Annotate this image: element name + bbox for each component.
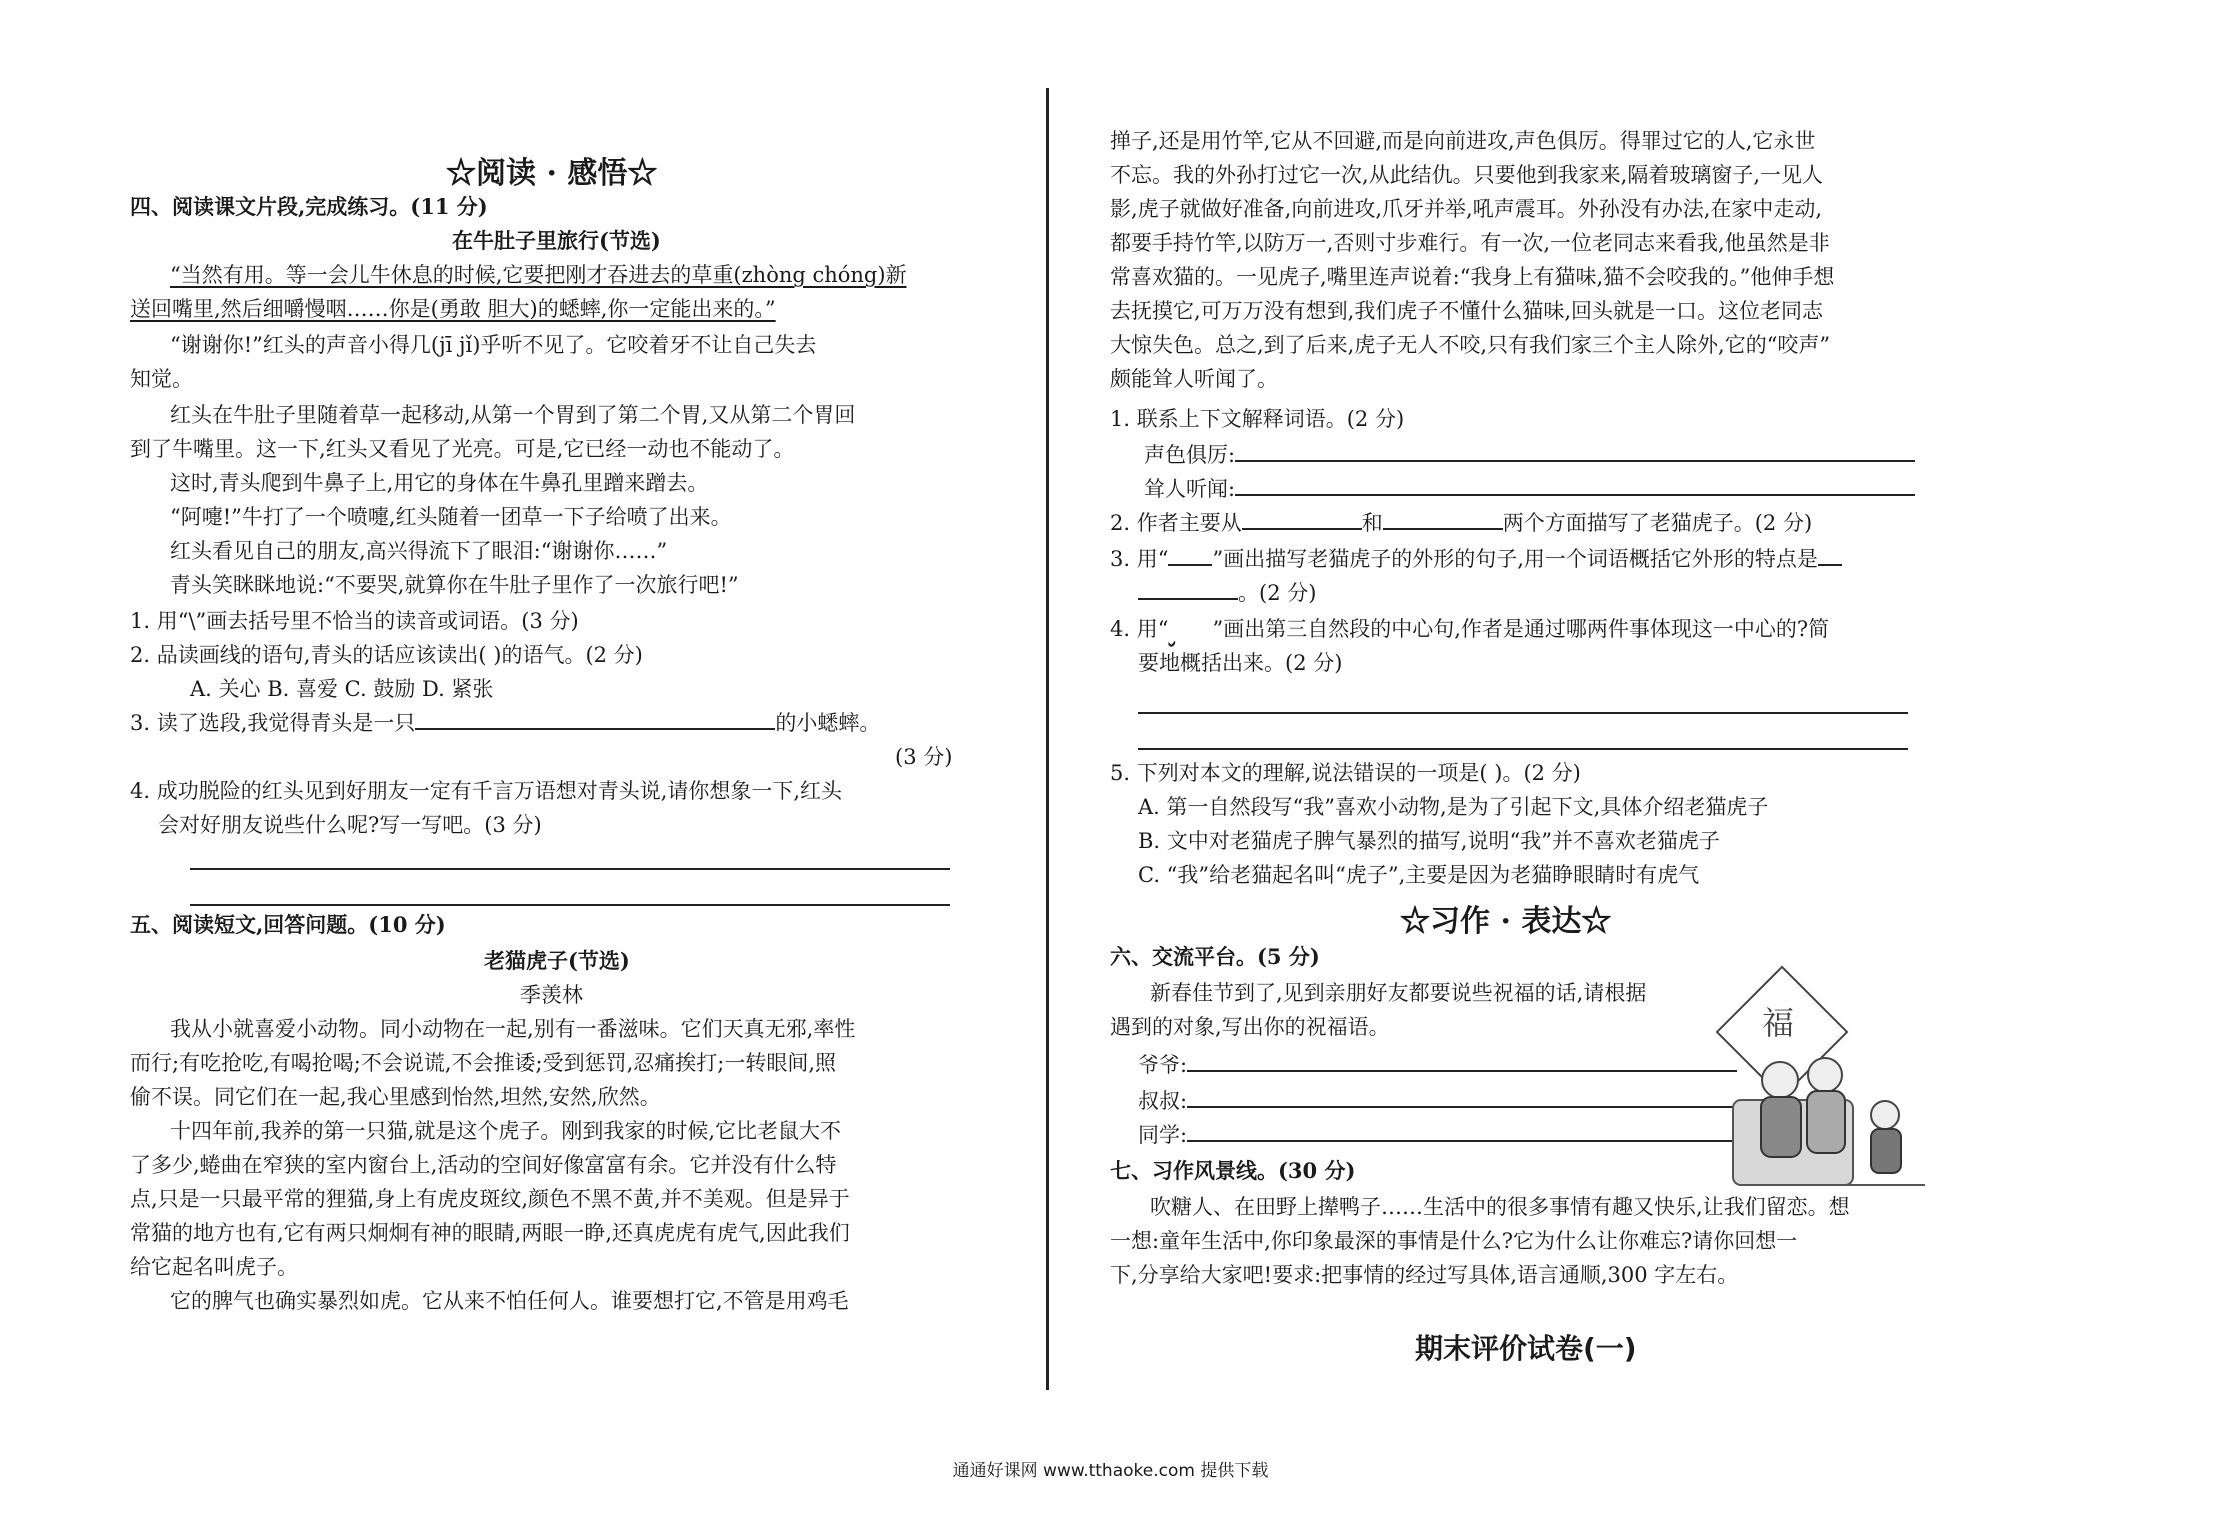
q4-line-10: 青头笑眯眯地说:“不要哭,就算你在牛肚子里作了一次旅行吧!”: [170, 573, 739, 597]
passage-cont-line-5: 常喜欢猫的。一见虎子,嘴里连声说着:“我身上有猫味,猫不会咬我的。”他伸手想: [1110, 265, 1835, 289]
q5-item-5-option-b: B. 文中对老猫虎子脾气暴烈的描写,说明“我”并不喜欢老猫虎子: [1138, 829, 1720, 853]
q4-answer-line-1[interactable]: [190, 868, 950, 870]
q7-line-2: 一想:童年生活中,你印象最深的事情是什么?它为什么让你难忘?请你回想一: [1110, 1229, 1798, 1253]
q4-item-3: 3. 读了选段,我觉得青头是一只 的小蟋蟀。: [130, 708, 880, 738]
q5-item-2-blank-1[interactable]: [1242, 508, 1362, 530]
q5-item-4-line-2[interactable]: [1138, 748, 1908, 750]
q5-item-3-blank-2[interactable]: [1138, 578, 1238, 600]
q5-line-7: 常猫的地方也有,它有两只炯炯有神的眼睛,两眼一睁,还真虎虎有虎气,因此我们: [130, 1221, 850, 1245]
footer-credit: 通通好课网 www.tthaoke.com 提供下载: [952, 1461, 1269, 1481]
q4-line-4: 知觉。: [130, 367, 193, 391]
passage-title-q4: 在牛肚子里旅行(节选): [452, 228, 661, 253]
q6-grandpa: 爷爷:: [1138, 1050, 1737, 1080]
question-7-heading: 七、习作风景线。(30 分): [1110, 1158, 1356, 1183]
passage-cont-line-1: 掸子,还是用竹竿,它从不回避,而是向前进攻,声色俱厉。得罪过它的人,它永世: [1110, 129, 1816, 153]
q4-item-1: 1. 用“\”画去括号里不恰当的读音或词语。(3 分): [130, 609, 579, 633]
q4-item-2-options: A. 关心 B. 喜爱 C. 鼓励 D. 紧张: [190, 677, 494, 701]
passage-cont-line-6: 去抚摸它,可万万没有想到,我们虎子不懂什么猫味,回头就是一口。这位老同志: [1110, 299, 1824, 323]
q4-line-9: 红头看见自己的朋友,高兴得流下了眼泪:“谢谢你……”: [170, 539, 668, 563]
section-title-writing: ☆习作 · 表达☆: [1400, 904, 1612, 939]
q5-item-4-mark: [1168, 614, 1212, 644]
question-4-heading: 四、阅读课文片段,完成练习。(11 分): [130, 194, 488, 219]
q4-line-6: 到了牛嘴里。这一下,红头又看见了光亮。可是,它已经一动也不能动了。: [130, 437, 795, 461]
q6-classmate: 同学:: [1138, 1120, 1737, 1150]
q6-grandpa-blank[interactable]: [1187, 1050, 1737, 1072]
q7-line-3: 下,分享给大家吧!要求:把事情的经过写具体,语言通顺,300 字左右。: [1110, 1263, 1739, 1287]
question-5-heading: 五、阅读短文,回答问题。(10 分): [130, 912, 446, 937]
passage-title-q5: 老猫虎子(节选): [484, 948, 630, 973]
q6-line-2: 遇到的对象,写出你的祝福语。: [1110, 1015, 1390, 1039]
q5-item-3: 3. 用“ ”画出描写老猫虎子的外形的句子,用一个词语概括它外形的特点是: [1110, 544, 1842, 574]
q4-line-3: “谢谢你!”红头的声音小得几(jī jǐ)乎听不见了。它咬着牙不让自己失去: [170, 333, 817, 357]
passage-cont-line-7: 大惊失色。总之,到了后来,虎子无人不咬,只有我们家三个主人除外,它的“咬声”: [1110, 333, 1831, 357]
q4-line-5: 红头在牛肚子里随着草一起移动,从第一个胃到了第二个胃,又从第二个胃回: [170, 403, 856, 427]
q5-item-2-blank-2[interactable]: [1383, 508, 1503, 530]
q5-item-4: 4. 用“ ”画出第三自然段的中心句,作者是通过哪两件事体现这一中心的?简: [1110, 614, 1829, 644]
q5-item-1b: 耸人听闻:: [1144, 474, 1915, 504]
q5-item-1a: 声色俱厉:: [1144, 440, 1915, 470]
passage-cont-line-3: 影,虎子就做好准备,向前进攻,爪牙并举,吼声震耳。外孙没有办法,在家中走动,: [1110, 197, 1823, 221]
q5-item-3-cont: 。(2 分): [1138, 578, 1316, 608]
q5-line-5: 了多少,蜷曲在窄狭的室内窗台上,活动的空间好像富富有余。它并没有什么特: [130, 1153, 837, 1177]
q5-item-2: 2. 作者主要从 和 两个方面描写了老猫虎子。(2 分): [1110, 508, 1812, 538]
passage-cont-line-8: 颇能耸人听闻了。: [1110, 367, 1278, 391]
q4-item-3-score: (3 分): [895, 745, 953, 769]
q6-uncle: 叔叔:: [1138, 1086, 1737, 1116]
q5-item-1: 1. 联系上下文解释词语。(2 分): [1110, 407, 1405, 431]
q4-item-4: 4. 成功脱险的红头见到好朋友一定有千言万语想对青头说,请你想象一下,红头: [130, 779, 843, 803]
q6-uncle-blank[interactable]: [1187, 1086, 1737, 1108]
q4-line-2: 送回嘴里,然后细嚼慢咽……你是(勇敢 胆大)的蟋蟀,你一定能出来的。”: [130, 297, 776, 321]
q5-line-4: 十四年前,我养的第一只猫,就是这个虎子。刚到我家的时候,它比老鼠大不: [170, 1119, 842, 1143]
q5-line-6: 点,只是一只最平常的狸猫,身上有虎皮斑纹,颜色不黑不黄,并不美观。但是异于: [130, 1187, 850, 1211]
q5-item-3-mark: [1168, 544, 1212, 566]
q5-line-1: 我从小就喜爱小动物。同小动物在一起,别有一番滋味。它们天真无邪,率性: [170, 1017, 856, 1041]
family-illustration: [1725, 1045, 1930, 1195]
q4-item-2: 2. 品读画线的语句,青头的话应该读出( )的语气。(2 分): [130, 643, 643, 667]
q6-classmate-blank[interactable]: [1187, 1120, 1737, 1142]
passage-cont-line-4: 都要手持竹竿,以防万一,否则寸步难行。有一次,一位老同志来看我,他虽然是非: [1110, 231, 1830, 255]
exam-title: 期末评价试卷(一): [1415, 1332, 1637, 1365]
question-6-heading: 六、交流平台。(5 分): [1110, 944, 1320, 969]
q5-item-4-cont: 要地概括出来。(2 分): [1138, 651, 1343, 675]
q5-line-3: 偷不误。同它们在一起,我心里感到怡然,坦然,安然,欣然。: [130, 1085, 661, 1109]
q4-answer-line-2[interactable]: [190, 904, 950, 906]
passage-author-q5: 季羡林: [520, 983, 583, 1007]
passage-cont-line-2: 不忘。我的外孙打过它一次,从此结仇。只要他到我家来,隔着玻璃窗子,一见人: [1110, 163, 1824, 187]
q4-line-8: “阿嚏!”牛打了一个喷嚏,红头随着一团草一下子给喷了出来。: [170, 505, 732, 529]
q7-line-1: 吹糖人、在田野上撵鸭子……生活中的很多事情有趣又快乐,让我们留恋。想: [1150, 1195, 1850, 1219]
q4-item-3-blank[interactable]: [415, 708, 775, 730]
q5-item-5: 5. 下列对本文的理解,说法错误的一项是( )。(2 分): [1110, 761, 1581, 785]
section-title-reading: ☆阅读 · 感悟☆: [446, 156, 658, 191]
q6-line-1: 新春佳节到了,见到亲朋好友都要说些祝福的话,请根据: [1150, 981, 1647, 1005]
q5-line-2: 而行;有吃抢吃,有喝抢喝;不会说谎,不会推诿;受到惩罚,忍痛挨打;一转眼间,照: [130, 1051, 836, 1075]
q5-line-9: 它的脾气也确实暴烈如虎。它从来不怕任何人。谁要想打它,不管是用鸡毛: [170, 1289, 849, 1313]
q4-item-4-cont: 会对好朋友说些什么呢?写一写吧。(3 分): [158, 813, 542, 837]
q4-line-7: 这时,青头爬到牛鼻子上,用它的身体在牛鼻孔里蹭来蹭去。: [170, 471, 709, 495]
q5-item-1b-blank[interactable]: [1235, 474, 1915, 496]
q5-line-8: 给它起名叫虎子。: [130, 1255, 298, 1279]
fu-character: 福: [1762, 1004, 1795, 1042]
q5-item-4-line-1[interactable]: [1138, 712, 1908, 714]
q5-item-5-option-c: C. “我”给老猫起名叫“虎子”,主要是因为老猫睁眼睛时有虎气: [1138, 863, 1700, 887]
q5-item-3-blank[interactable]: [1818, 544, 1842, 566]
q4-line-1: “当然有用。等一会儿牛休息的时候,它要把刚才吞进去的草重(zhòng chóng)新: [170, 263, 907, 287]
q5-item-1a-blank[interactable]: [1235, 440, 1915, 462]
column-divider: [1046, 88, 1049, 1390]
q5-item-5-option-a: A. 第一自然段写“我”喜欢小动物,是为了引起下文,具体介绍老猫虎子: [1138, 795, 1769, 819]
